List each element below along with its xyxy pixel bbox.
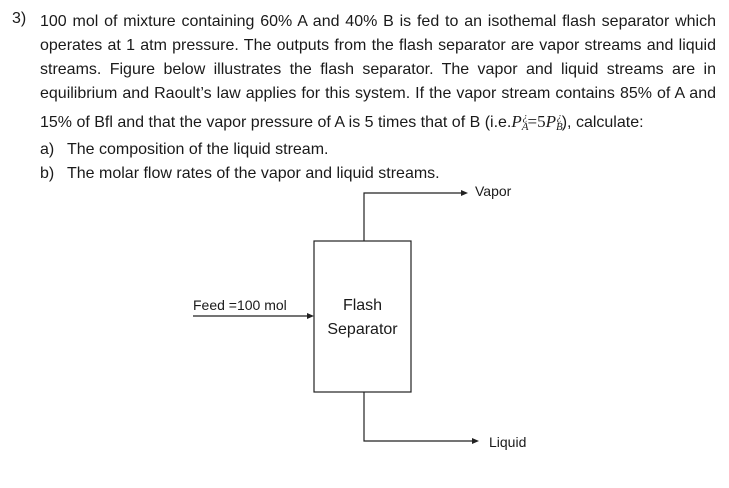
part-label: a): [40, 141, 55, 158]
liquid-label: Liquid: [489, 434, 527, 450]
part-text: The molar flow rates of the vapor and liquid streams.: [67, 165, 440, 182]
separator-label: [314, 294, 411, 342]
liquid-line: [364, 392, 473, 441]
separator-label-line2: Separator: [327, 321, 398, 338]
vapor-line: [364, 193, 462, 241]
vapor-pressure-b-symbol: $P_B^¿$: [545, 112, 563, 133]
question-text-main: 100 mol of mixture containing 60% A and 40% B is fed to an isothemal flash separator which operates at 1 atm pressure. The outputs from the flash separator are vapor streams and liquid streams. Figure below illustrates the flash separator. The vapor and liquid streams are in equilibrium and Raoult’s law applies for this system. If the vapor stream contains 85% of A and 15% of Bfl and that the vapor pressure of A is 5 times that of B (i.e.: [40, 13, 716, 131]
part-label: b): [40, 165, 55, 182]
separator-label-line1: Flash: [342, 297, 383, 314]
vapor-arrowhead: [461, 190, 468, 196]
vapor-label: Vapor: [475, 183, 512, 199]
question-text-end: ), calculate:: [561, 114, 644, 131]
part-text: The composition of the liquid stream.: [67, 141, 329, 158]
feed-arrowhead: [307, 313, 314, 319]
vapor-pressure-a-symbol: $P_A^¿$: [511, 112, 529, 133]
equals-five: =5: [527, 112, 546, 131]
feed-label: Feed =100 mol: [193, 297, 287, 313]
liquid-arrowhead: [472, 438, 479, 444]
question-number: 3): [12, 10, 27, 27]
